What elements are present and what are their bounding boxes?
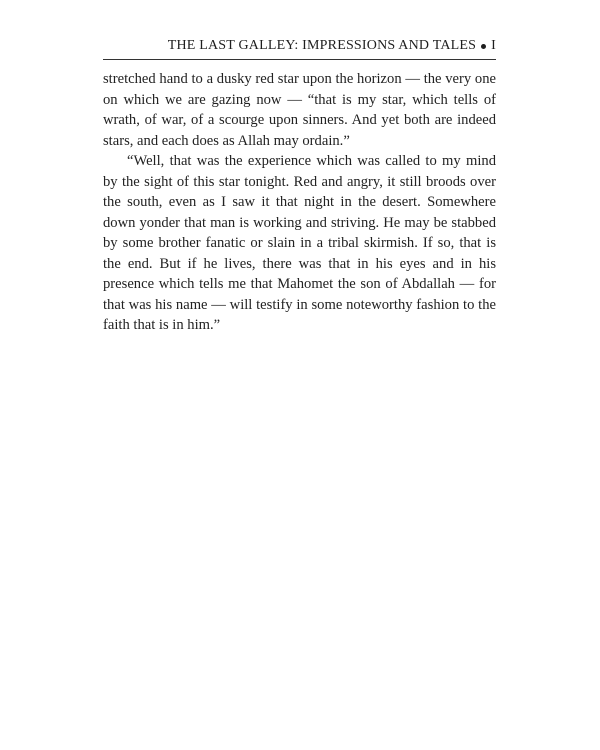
running-header [103, 38, 496, 60]
paragraph-continued: stretched hand to a dusky red star upon the horizon — the very one on which we are gazing now — “that is my star, which tells of wrath, of war, of a scourge upon sinners. And yet both are indeed stars, and each does as Allah may ordain.” [103, 71, 496, 149]
paragraph: “Well, that was the experience which was called to my mind by the sight of this star tonight. Red and angry, it still broods over the south, even as I saw it that night in the desert. Somewhere down yonder that man is working and striving. He may be stabbed by some brother fanatic or slain in a tribal skirmish. If so, that is the end. But if he lives, there was that in his eyes and in his presence which tells me that Mahomet the son of Abdallah — for that was his name — will testify in some noteworthy fashion to the faith that is in him.” [103, 153, 496, 333]
body-text [103, 69, 496, 336]
bullet-separator-icon [481, 44, 486, 49]
page-number: I [491, 38, 496, 53]
running-header-title: THE LAST GALLEY: IMPRESSIONS AND TALES [167, 38, 477, 53]
book-page [103, 38, 496, 336]
